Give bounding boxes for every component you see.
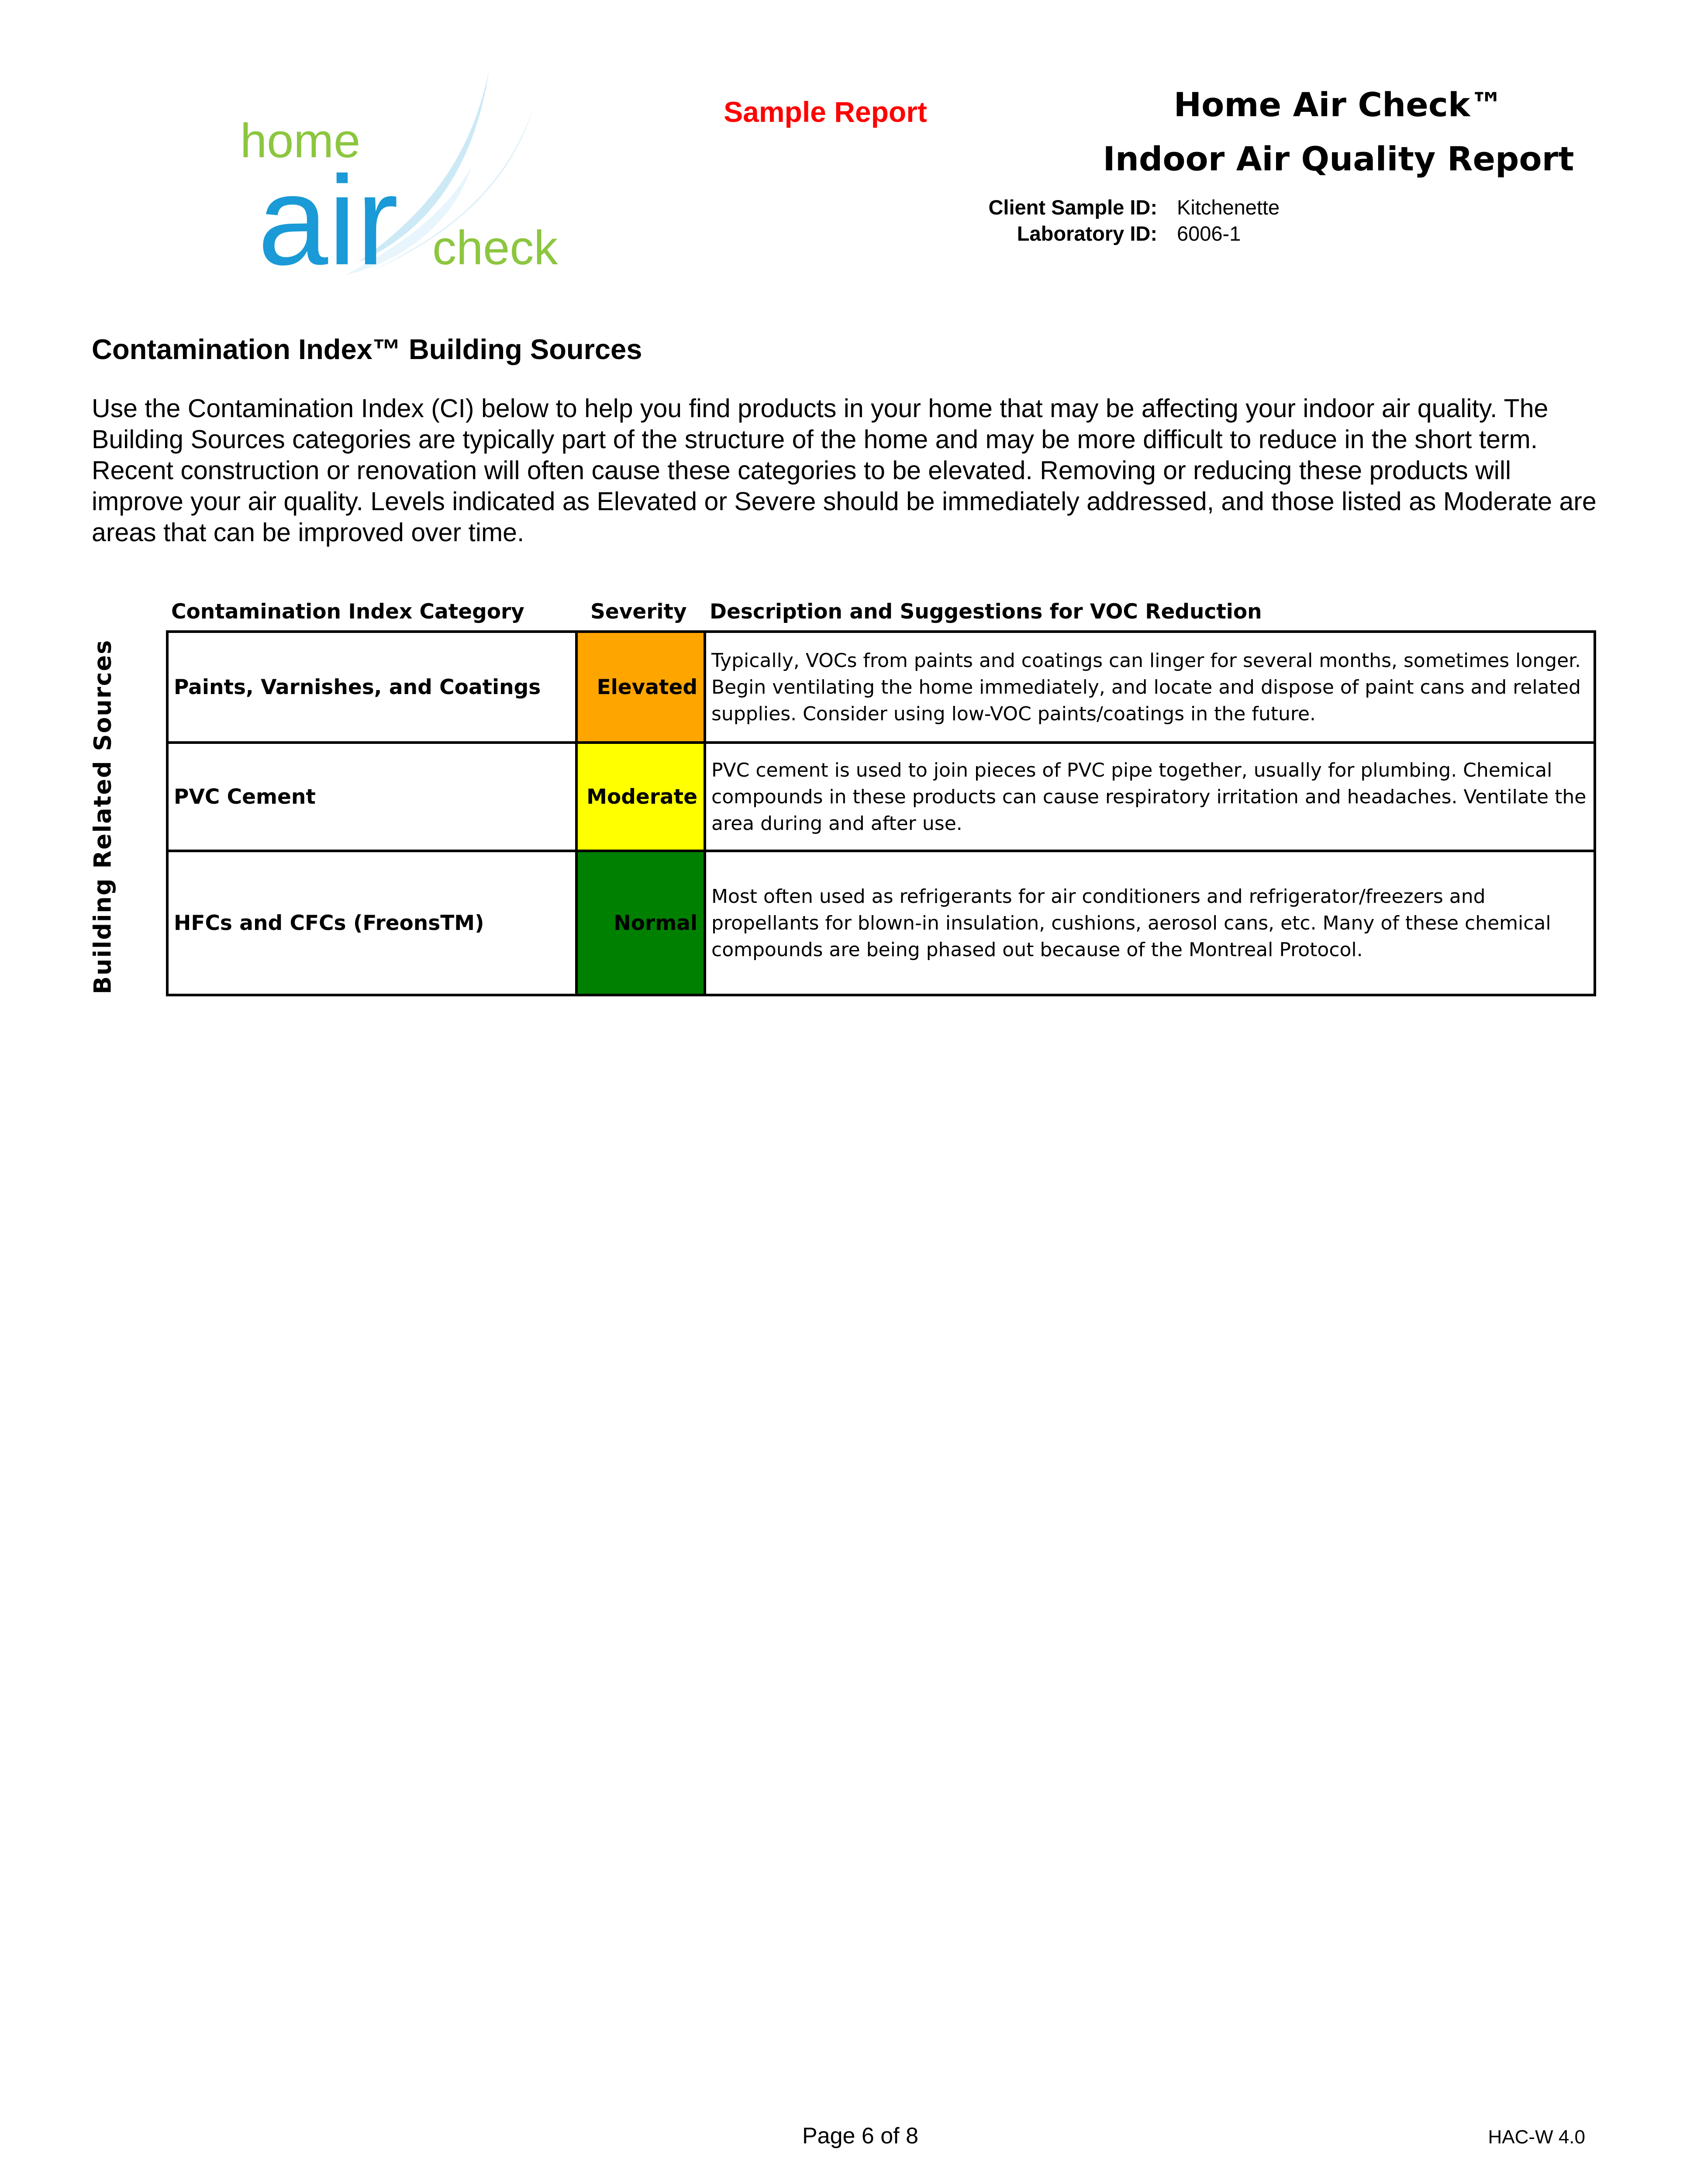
version-label: HAC-W 4.0	[1488, 2126, 1585, 2148]
header-category: Contamination Index Category	[171, 600, 524, 624]
svg-text:check: check	[432, 221, 558, 275]
report-title-line2: Indoor Air Quality Report	[1103, 139, 1574, 178]
laboratory-label: Laboratory ID:	[1017, 222, 1157, 245]
client-sample-label: Client Sample ID:	[988, 196, 1157, 219]
meta-values	[1177, 194, 1395, 247]
category-cell: Paints, Varnishes, and Coatings	[169, 633, 578, 741]
severity-cell: Normal	[578, 852, 706, 994]
header-severity: Severity	[590, 600, 687, 624]
category-cell: HFCs and CFCs (FreonsTM)	[169, 852, 578, 994]
svg-text:home: home	[240, 114, 361, 168]
logo-graphic	[227, 57, 576, 284]
intro-paragraph: Use the Contamination Index (CI) below to help you find products in your home that may be affecting your indoor air quality. The Building Sources categories are typically part of the structure of the home and may be more difficult to reduce in the short term. Recent construction or renovation will often cause these categories to be elevated. Removing or reducing these products will improve your air quality. Levels indicated as Elevated or Severe should be immediately addressed, and those listed as Moderate are areas that can be improved over time.	[92, 394, 1597, 547]
laboratory-value: 6006-1	[1177, 222, 1241, 245]
side-label-text: Building Related Sources	[89, 639, 117, 995]
svg-text:air: air	[258, 150, 399, 284]
meta-labels	[873, 194, 1157, 247]
description-cell: Typically, VOCs from paints and coatings can linger for several months, sometimes longer. Begin ventilating the home immediately, and locate and dispose of paint cans and related supplies. Consider using low-VOC paints/coatings in the future.	[711, 649, 1581, 725]
report-title	[1070, 78, 1607, 186]
side-label	[74, 639, 131, 995]
description-cell: Most often used as refrigerants for air conditioners and refrigerator/freezers and propellants for blown-in insulation, cushions, aerosol cans, etc. Many of these chemical compounds are being phased out because of the Montreal Protocol.	[711, 885, 1551, 961]
table-row	[169, 850, 1594, 994]
severity-cell: Moderate	[578, 744, 706, 850]
client-sample-value: Kitchenette	[1177, 196, 1280, 219]
section-heading: Contamination Index™ Building Sources	[92, 333, 642, 365]
category-cell: PVC Cement	[169, 744, 578, 850]
severity-cell: Elevated	[578, 633, 706, 741]
page-number: Page 6 of 8	[802, 2123, 918, 2149]
description-cell: PVC cement is used to join pieces of PVC pipe together, usually for plumbing. Chemical compounds in these products can cause respiratory irritation and headaches. Ventilate the area during and after use.	[711, 759, 1587, 835]
home-air-check-logo	[227, 57, 576, 284]
table-row	[169, 741, 1594, 850]
header-description: Description and Suggestions for VOC Reduction	[710, 600, 1262, 624]
report-title-line1: Home Air Check™	[1173, 85, 1504, 124]
contamination-table	[166, 630, 1596, 996]
table-row	[169, 633, 1594, 741]
sample-report-label: Sample Report	[724, 96, 927, 128]
